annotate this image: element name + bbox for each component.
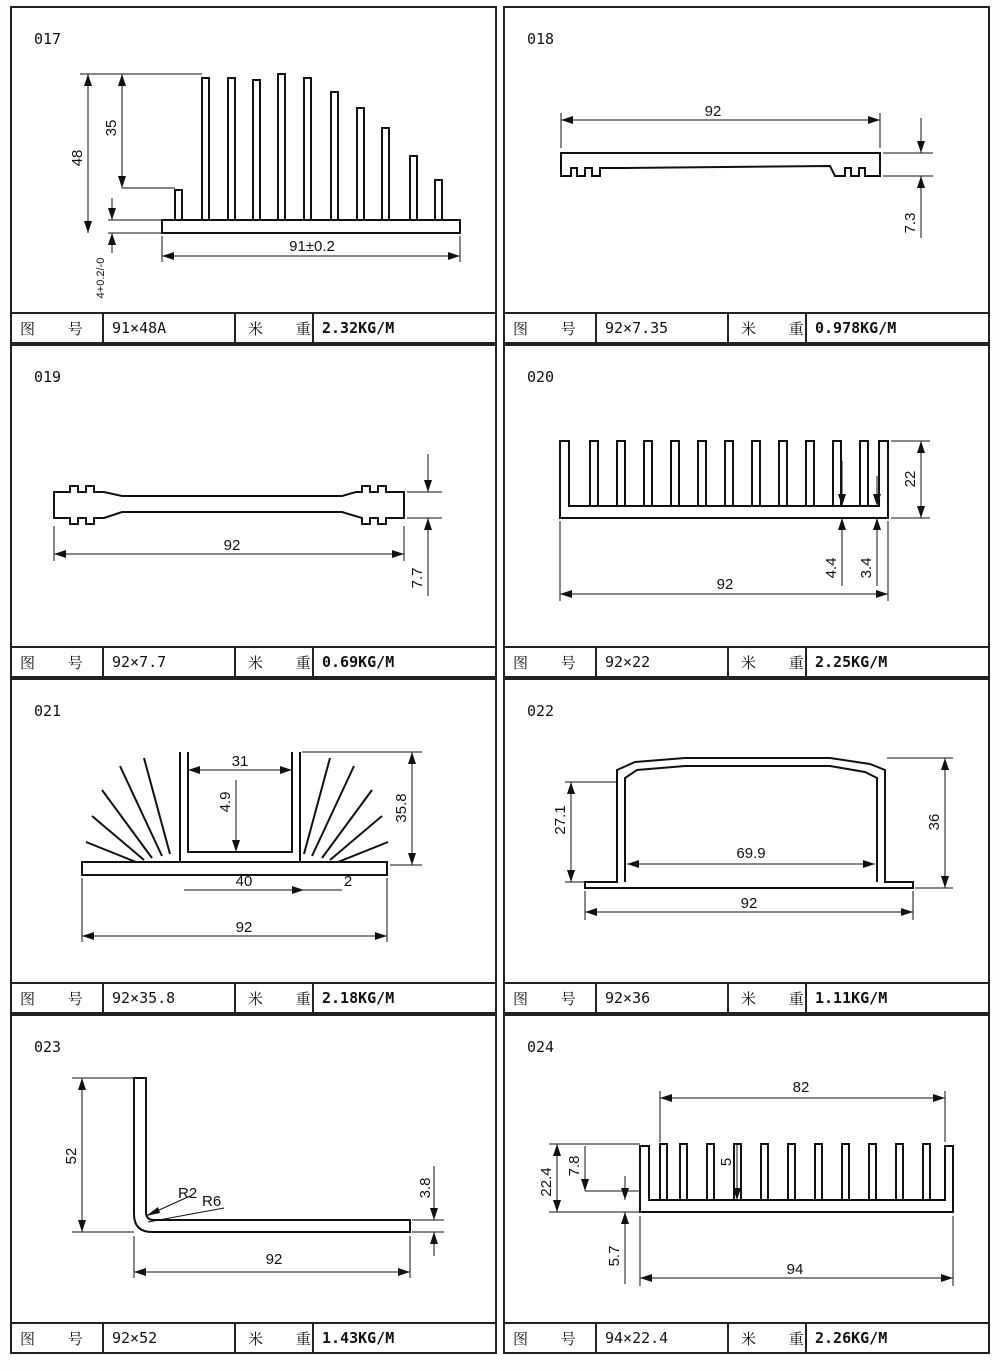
- dim-slot-width: 2: [343, 873, 353, 890]
- profile-drawing-019: [12, 346, 495, 648]
- dim-fin-gap: 4.4: [823, 557, 840, 579]
- weight-label: 米 重: [729, 314, 807, 342]
- panel-022: [503, 678, 990, 1014]
- dim-width: 92: [223, 537, 241, 554]
- info-footer: [12, 1322, 495, 1352]
- profile-id: 017: [34, 30, 62, 48]
- profile-id: 020: [527, 368, 555, 386]
- panel-019: [10, 344, 497, 678]
- dim-channel-depth: 4.9: [217, 791, 234, 813]
- dim-width: 92: [716, 576, 734, 593]
- weight-value: 2.26KG/M: [815, 1329, 888, 1347]
- info-footer: [505, 982, 988, 1012]
- fins: [175, 74, 442, 220]
- profile-id: 024: [527, 1038, 555, 1056]
- dim-width: 92: [740, 895, 758, 912]
- dim-fin-gap: 5: [718, 1157, 735, 1167]
- panel-020: [503, 344, 990, 678]
- figure-no-label: 图 号: [505, 314, 597, 342]
- figure-no-label: 图 号: [12, 314, 104, 342]
- profile-id: 018: [527, 30, 555, 48]
- figure-no-value: 92×7.35: [597, 314, 729, 342]
- figure-no-value: 92×35.8: [104, 984, 236, 1012]
- profile-id: 022: [527, 702, 555, 720]
- figure-no-label: 图 号: [12, 648, 104, 676]
- figure-no-label: 图 号: [12, 984, 104, 1012]
- profile-drawing-021: [12, 680, 495, 984]
- dim-slot-spacing: 40: [235, 873, 253, 890]
- dim-thickness: 3.8: [417, 1177, 434, 1199]
- weight-value: 2.32KG/M: [322, 319, 395, 337]
- figure-no-value: 92×36: [597, 984, 729, 1012]
- profile-id: 021: [34, 702, 62, 720]
- dim-inner-height: 27.1: [552, 805, 569, 835]
- dim-width: 92: [704, 103, 722, 120]
- dim-height: 22: [902, 470, 919, 488]
- figure-no-value: 92×52: [104, 1324, 236, 1352]
- dim-base-thickness: 4+0.2/-0: [95, 257, 107, 299]
- figure-no-value: 92×22: [597, 648, 729, 676]
- profile-drawing-024: [505, 1016, 988, 1324]
- info-footer: [12, 646, 495, 676]
- dim-height: 35.8: [393, 793, 410, 823]
- dim-fin-offset: 7.8: [566, 1155, 583, 1177]
- weight-label: 米 重: [236, 1324, 314, 1352]
- profile-drawing-023: [12, 1016, 495, 1324]
- angle-profile: [134, 1078, 410, 1232]
- dim-fin-height: 35: [103, 119, 120, 137]
- weight-label: 米 重: [729, 984, 807, 1012]
- dim-width: 92: [265, 1251, 283, 1268]
- profile-drawing-018: [505, 8, 988, 314]
- figure-no-value: 91×48A: [104, 314, 236, 342]
- info-footer: [12, 312, 495, 342]
- panel-021: [10, 678, 497, 1014]
- profile-drawing-022: [505, 680, 988, 984]
- dim-base: 3.4: [858, 557, 875, 579]
- fins: [660, 1144, 930, 1200]
- panel-023: [10, 1014, 497, 1354]
- dim-outer-radius: R6: [202, 1193, 222, 1210]
- weight-label: 米 重: [236, 314, 314, 342]
- weight-value: 1.43KG/M: [322, 1329, 395, 1347]
- figure-no-value: 92×7.7: [104, 648, 236, 676]
- profile-id: 023: [34, 1038, 62, 1056]
- weight-label: 米 重: [729, 1324, 807, 1352]
- info-footer: [505, 1322, 988, 1352]
- fins: [590, 441, 868, 506]
- weight-label: 米 重: [236, 648, 314, 676]
- dim-width: 94: [786, 1261, 804, 1278]
- weight-value: 0.978KG/M: [815, 319, 897, 337]
- enclosure-inner: [625, 766, 877, 882]
- figure-no-label: 图 号: [505, 984, 597, 1012]
- panel-017: [10, 6, 497, 344]
- dim-base-thickness: 5.7: [606, 1245, 623, 1267]
- panel-024: [503, 1014, 990, 1354]
- figure-no-value: 94×22.4: [597, 1324, 729, 1352]
- panel-018: [503, 6, 990, 344]
- profile-drawing-020: [505, 346, 988, 648]
- figure-no-label: 图 号: [505, 1324, 597, 1352]
- dim-width: 91±0.2: [289, 238, 335, 255]
- info-footer: [505, 646, 988, 676]
- weight-value: 2.18KG/M: [322, 989, 395, 1007]
- profile-id: 019: [34, 368, 62, 386]
- flat-profile: [54, 486, 404, 524]
- weight-label: 米 重: [236, 984, 314, 1012]
- flat-profile: [561, 153, 880, 176]
- heatsink-profile: [162, 220, 460, 233]
- info-footer: [12, 982, 495, 1012]
- dim-inner-width: 69.9: [736, 845, 766, 862]
- dim-height: 52: [63, 1147, 80, 1165]
- weight-value: 1.11KG/M: [815, 989, 888, 1007]
- weight-value: 2.25KG/M: [815, 653, 888, 671]
- dim-inner-width: 82: [792, 1079, 810, 1096]
- dim-height: 36: [926, 813, 943, 831]
- dim-width: 92: [235, 919, 253, 936]
- figure-no-label: 图 号: [505, 648, 597, 676]
- dim-height: 22.4: [538, 1167, 555, 1197]
- dim-inner-radius: R2: [178, 1185, 198, 1202]
- info-footer: [505, 312, 988, 342]
- dim-channel-width: 31: [231, 753, 249, 770]
- dim-thickness: 7.7: [409, 567, 426, 589]
- dim-height: 48: [69, 149, 86, 167]
- profile-drawing-017: [12, 8, 495, 314]
- dim-thickness: 7.3: [902, 212, 919, 234]
- figure-no-label: 图 号: [12, 1324, 104, 1352]
- weight-label: 米 重: [729, 648, 807, 676]
- sunflower-base: [82, 862, 387, 875]
- enclosure-profile: [585, 758, 913, 888]
- weight-value: 0.69KG/M: [322, 653, 395, 671]
